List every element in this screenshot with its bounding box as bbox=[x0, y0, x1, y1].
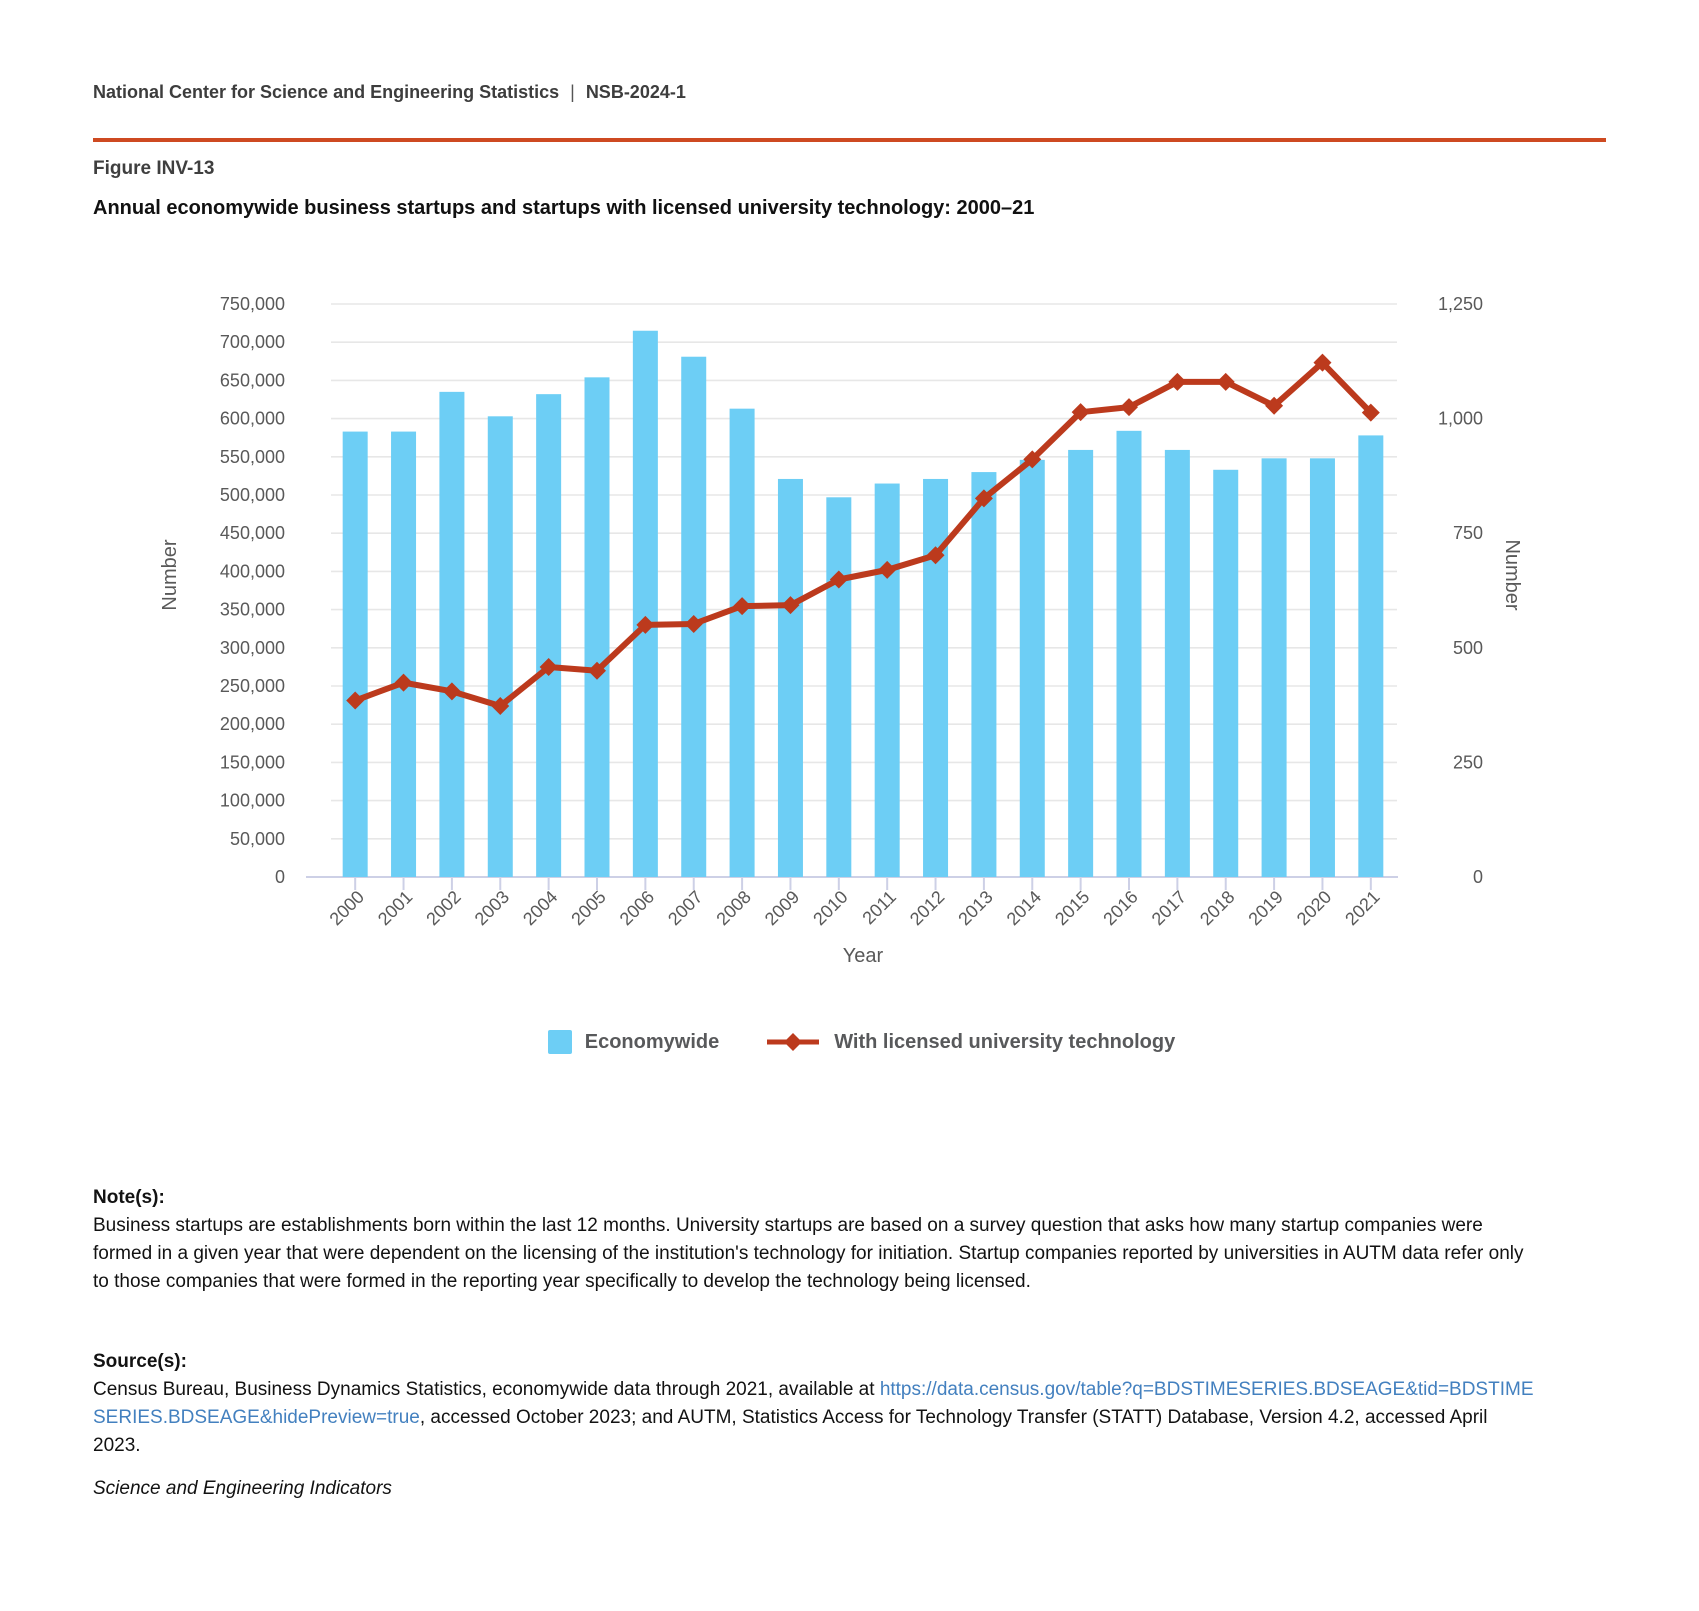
bar-2006 bbox=[633, 331, 658, 877]
left-axis-tick-label: 500,000 bbox=[219, 485, 285, 505]
left-axis-tick-label: 400,000 bbox=[219, 561, 285, 582]
left-axis-tick-label: 700,000 bbox=[219, 332, 285, 353]
x-tick-label-2017: 2017 bbox=[1147, 886, 1191, 930]
bar-2012 bbox=[923, 479, 948, 877]
left-axis-tick-label: 300,000 bbox=[219, 637, 285, 658]
bar-2018 bbox=[1213, 470, 1238, 877]
bar-2008 bbox=[730, 409, 755, 877]
bar-2011 bbox=[875, 484, 900, 877]
x-tick-label-2002: 2002 bbox=[422, 886, 465, 930]
notes-heading: Note(s): bbox=[93, 1187, 165, 1208]
x-tick-label-2004: 2004 bbox=[519, 886, 562, 930]
report-id: NSB-2024-1 bbox=[585, 82, 686, 102]
right-axis-tick-label: 0 bbox=[1472, 867, 1483, 887]
bar-2001 bbox=[391, 432, 416, 877]
x-tick-label-2008: 2008 bbox=[712, 886, 755, 930]
left-axis-tick-label: 50,000 bbox=[229, 828, 285, 849]
left-axis-tick-label: 450,000 bbox=[219, 523, 285, 544]
bar-2009 bbox=[778, 479, 803, 877]
x-tick-label-2009: 2009 bbox=[760, 886, 804, 930]
x-tick-label-2000: 2000 bbox=[325, 886, 369, 930]
left-axis-tick-label: 150,000 bbox=[219, 752, 285, 773]
x-tick-label-2003: 2003 bbox=[470, 886, 514, 930]
bar-2015 bbox=[1068, 450, 1093, 877]
x-tick-label-2018: 2018 bbox=[1196, 886, 1239, 930]
x-tick-label-2013: 2013 bbox=[954, 886, 997, 930]
bar-2010 bbox=[826, 497, 851, 877]
left-axis-tick-label: 350,000 bbox=[219, 599, 285, 620]
right-axis-title: Number bbox=[1501, 539, 1523, 611]
left-axis-tick-label: 0 bbox=[274, 867, 285, 887]
left-axis-tick-label: 650,000 bbox=[219, 370, 285, 391]
figure-number: Figure INV-13 bbox=[93, 158, 215, 179]
census-data-link[interactable]: https://data.census.gov/table?q=BDSTIMESERIES.BDSEAGE&tid=BDSTIMESERIES.BDSEAGE&hidePreview=true bbox=[93, 1379, 1534, 1428]
x-tick-label-2019: 2019 bbox=[1244, 886, 1287, 930]
bar-2021 bbox=[1358, 435, 1383, 877]
org-name: National Center for Science and Engineering Statistics bbox=[93, 82, 560, 102]
notes-body: Business startups are establishments born within the last 12 months. University startups are based on a survey question that asks how many startup companies were formed in a given year that were dependent on the licensing of the institution's technology for initiation. Startup companies reported by universities in AUTM data refer only to those companies that were formed in the reporting year specifically to develop the technology being licensed. bbox=[93, 1215, 1524, 1292]
sources-body bbox=[93, 1376, 1539, 1460]
sources-text-before: Census Bureau, Business Dynamics Statistics, economywide data through 2021, available at bbox=[93, 1379, 880, 1400]
right-axis-tick-label: 250 bbox=[1452, 752, 1483, 773]
left-axis-tick-label: 550,000 bbox=[219, 446, 285, 467]
line-series-marker bbox=[765, 1032, 821, 1052]
left-axis-tick-label: 200,000 bbox=[219, 714, 285, 735]
right-axis-tick-label: 1,250 bbox=[1437, 294, 1483, 314]
bar-2019 bbox=[1262, 458, 1287, 877]
left-axis-tick-label: 250,000 bbox=[219, 676, 285, 696]
bar-2000 bbox=[343, 432, 368, 877]
x-tick-label-2010: 2010 bbox=[809, 886, 852, 930]
legend-label-economywide: Economywide bbox=[584, 1030, 720, 1053]
right-axis-tick-label: 500 bbox=[1452, 637, 1483, 658]
bar-2005 bbox=[585, 377, 610, 877]
x-tick-label-2012: 2012 bbox=[905, 886, 949, 930]
legend-item-licensed bbox=[765, 1031, 1175, 1054]
bar-2016 bbox=[1117, 431, 1142, 877]
header-separator: | bbox=[570, 82, 575, 102]
x-tick-label-2006: 2006 bbox=[615, 886, 659, 930]
bar-2002 bbox=[439, 392, 464, 877]
figure-title: Annual economywide business startups and startups with licensed university technology: 2000–21 bbox=[93, 197, 1035, 219]
right-axis-tick-label: 750 bbox=[1452, 523, 1483, 544]
left-axis-title: Number bbox=[159, 539, 181, 611]
x-tick-label-2005: 2005 bbox=[567, 886, 610, 930]
bar-2020 bbox=[1310, 458, 1335, 877]
publication-name: Science and Engineering Indicators bbox=[93, 1478, 392, 1499]
x-axis-title: Year bbox=[842, 945, 884, 967]
x-tick-label-2001: 2001 bbox=[373, 886, 417, 930]
sources-section bbox=[93, 1348, 1539, 1460]
bar-2014 bbox=[1020, 460, 1045, 877]
sources-text-after: , accessed October 2023; and AUTM, Statistics Access for Technology Transfer (STATT) Database, Version 4.2, accessed April 2023. bbox=[93, 1407, 1488, 1456]
sources-heading: Source(s): bbox=[93, 1351, 187, 1372]
legend-label-licensed: With licensed university technology bbox=[834, 1030, 1176, 1053]
x-tick-label-2015: 2015 bbox=[1051, 886, 1094, 930]
left-axis-tick-label: 600,000 bbox=[219, 408, 285, 429]
bar-2004 bbox=[536, 394, 561, 877]
left-axis-tick-label: 100,000 bbox=[219, 790, 285, 811]
bar-series-swatch bbox=[548, 1030, 572, 1054]
left-axis-tick-label: 750,000 bbox=[219, 294, 285, 314]
x-tick-label-2011: 2011 bbox=[858, 886, 901, 929]
bar-2003 bbox=[488, 416, 513, 877]
bar-2017 bbox=[1165, 450, 1190, 877]
x-tick-label-2016: 2016 bbox=[1099, 886, 1142, 930]
right-axis-tick-label: 1,000 bbox=[1437, 408, 1483, 429]
bar-2013 bbox=[971, 472, 996, 877]
notes-section bbox=[93, 1184, 1539, 1296]
legend-item-economywide bbox=[548, 1030, 719, 1054]
x-tick-label-2021: 2021 bbox=[1341, 886, 1384, 930]
x-tick-label-2007: 2007 bbox=[664, 886, 707, 930]
x-tick-label-2014: 2014 bbox=[1002, 886, 1046, 930]
chart-legend bbox=[12, 1030, 1699, 1054]
x-tick-label-2020: 2020 bbox=[1292, 886, 1336, 930]
